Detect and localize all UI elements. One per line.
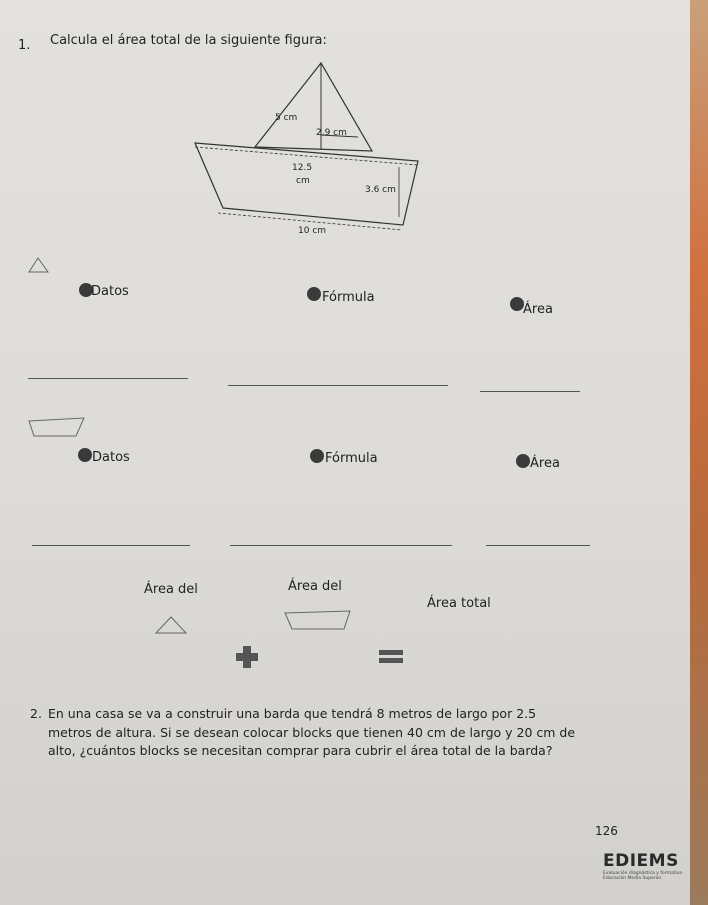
bottom-label: 10 cm: [298, 226, 327, 236]
plus-icon: [235, 645, 259, 669]
trapezoid-formula-answer-line[interactable]: [230, 545, 452, 546]
triangle-area-answer-line[interactable]: [480, 391, 580, 392]
ediems-logo: [603, 851, 683, 881]
q2-number: 2.: [30, 706, 42, 721]
q1-number: 1.: [18, 38, 31, 53]
triangle-formula-answer-line[interactable]: [228, 385, 448, 386]
height-label: 3.6 cm: [365, 185, 396, 195]
boat-figure: [180, 55, 440, 245]
q2-text-line: metros de altura. Si se desean colocar blocks que tienen 40 cm de largo y 20 cm de: [48, 724, 576, 740]
bullet-icon: [78, 448, 92, 462]
bullet-icon: [516, 454, 530, 468]
q2-text: [48, 705, 648, 761]
bullet-icon: [307, 287, 321, 301]
triangle-shape-icon: [28, 256, 50, 274]
triangle-datos-answer-line[interactable]: [28, 378, 188, 379]
trapezoid-shape-icon: [28, 416, 86, 440]
bullet-icon: [310, 449, 324, 463]
trapezoid-area-answer-line[interactable]: [486, 545, 590, 546]
background-edge: [690, 0, 708, 905]
triangle-shape-icon: [154, 615, 188, 635]
summary-total-area-label: Área total: [427, 596, 491, 611]
top-label-unit: cm: [296, 176, 310, 186]
brand-subtitle: Evaluación diagnóstica y formativa: [603, 871, 683, 876]
q1-title: Calcula el área total de la siguiente figura:: [50, 33, 327, 48]
trapezoid-datos-label: Datos: [92, 450, 130, 465]
triangle-formula-label: Fórmula: [322, 290, 375, 305]
summary-triangle-area-label: Área del: [144, 582, 198, 597]
summary-trapezoid-area-label: Área del: [288, 579, 342, 594]
q2-text-line: En una casa se va a construir una barda que tendrá 8 metros de largo por 2.5: [48, 706, 537, 721]
trapezoid-formula-label: Fórmula: [325, 451, 378, 466]
side-label: 5 cm: [275, 113, 298, 123]
half-base-label: 2.9 cm: [316, 128, 347, 138]
equals-icon: [379, 650, 403, 664]
bullet-icon: [510, 297, 524, 311]
page-number: 126: [595, 824, 618, 838]
q2-text-line: alto, ¿cuántos blocks se necesitan comprar para cubrir el área total de la barda?: [48, 743, 553, 758]
triangle-area-label: Área: [523, 302, 553, 317]
trapezoid-area-label: Área: [530, 456, 560, 471]
sail-triangle: [255, 63, 372, 151]
triangle-datos-label: Datos: [91, 284, 129, 299]
brand-subtitle: Educación Media Superior: [603, 876, 662, 881]
trapezoid-datos-answer-line[interactable]: [32, 545, 190, 546]
trapezoid-shape-icon: [284, 610, 352, 632]
top-label-number: 12.5: [292, 163, 313, 173]
brand-name: EDIEMS: [603, 851, 679, 871]
